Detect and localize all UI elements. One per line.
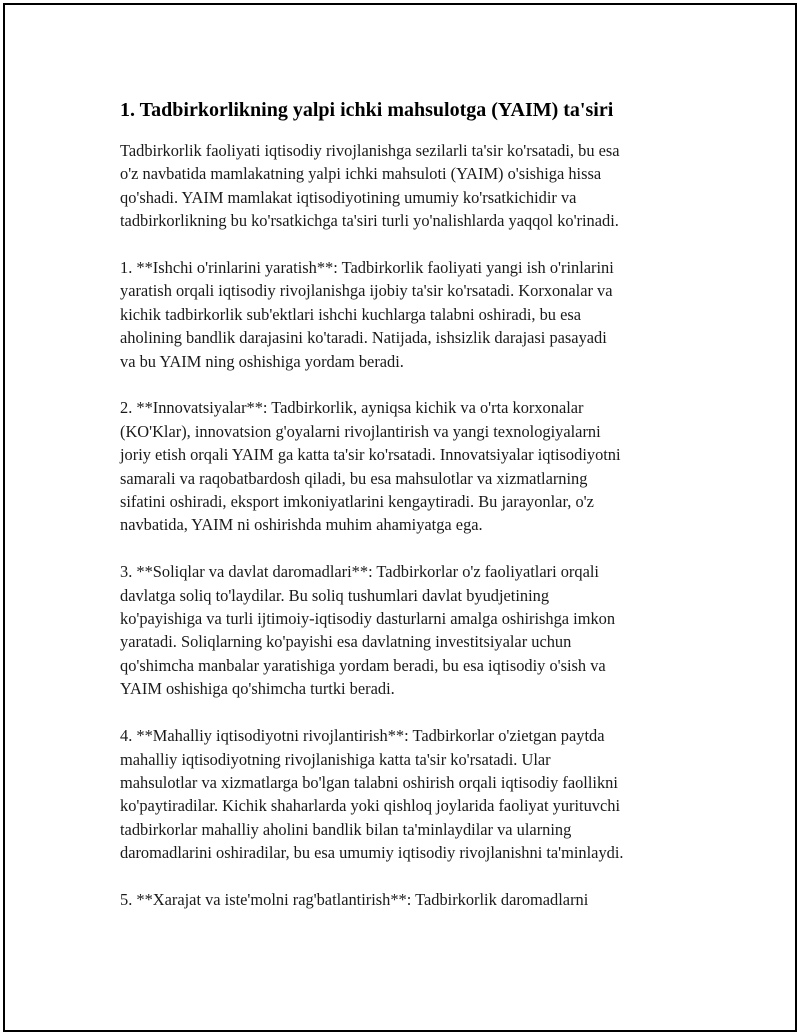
page-frame: [3, 3, 797, 1032]
intro-paragraph: Tadbirkorlik faoliyati iqtisodiy rivojlanishga sezilarli ta'sir ko'rsatadi, bu esa o'z navbatida mamlakatning yalpi ichki mahsuloti (YAIM) o'sishiga hissa qo'shadi. YAIM mamlakat iqtisodiyotining umumiy ko'rsatkichidir va tadbirkorlikning bu ko'rsatkichga ta'siri turli yo'nalishlarda yaqqol ko'rinadi.: [120, 141, 620, 231]
section-heading: 1. Tadbirkorlikning yalpi ichki mahsulotga (YAIM) ta'siri: [120, 99, 614, 121]
point-2-paragraph: 2. **Innovatsiyalar**: Tadbirkorlik, ayniqsa kichik va o'rta korxonalar (KO'Klar), innovatsion g'oyalarni rivojlantirish va yangi texnologiyalarni joriy etish orqali YAIM ga katta ta'sir ko'rsatadi. Innovatsiyalar iqtisodiyotni samarali va raqobatbardosh qiladi, bu esa mahsulotlar va xizmatlarning sifatini oshiradi, eksport imkoniyatlarini kengaytiradi. Bu jarayonlar, o'z navbatida, YAIM ni oshirishda muhim ahamiyatga ega.: [120, 398, 621, 535]
point-3-paragraph: 3. **Soliqlar va davlat daromadlari**: Tadbirkorlar o'z faoliyatlari orqali davlatga soliq to'laydilar. Bu soliq tushumlari davlat byudjetining ko'payishiga va turli ijtimoiy-iqtisodiy dasturlarni amalga oshirishga imkon yaratadi. Soliqlarning ko'payishi esa davlatning investitsiyalar uchun qo'shimcha manbalar yaratishiga yordam beradi, bu esa iqtisodiy o'sish va YAIM oshishiga qo'shimcha turtki beradi.: [120, 562, 616, 699]
point-5-paragraph: 5. **Xarajat va iste'molni rag'batlantirish**: Tadbirkorlik daromadlarni: [120, 889, 589, 909]
document-body: [120, 97, 700, 935]
point-4-paragraph: 4. **Mahalliy iqtisodiyotni rivojlantirish**: Tadbirkorlar o'zietgan paytda mahalliy iqtisodiyotning rivojlanishiga katta ta'sir ko'rsatadi. Ular mahsulotlar va xizmatlarga bo'lgan talabni oshirish orqali iqtisodiy faollikni ko'paytiradilar. Kichik shaharlarda yoki qishloq joylarida faoliyat yurituvchi tadbirkorlar mahalliy aholini bandlik bilan ta'minlaydilar va ularning daromadlarini oshiradilar, bu esa umumiy iqtisodiy rivojlanishni ta'minlaydi.: [120, 726, 624, 863]
point-1-paragraph: 1. **Ishchi o'rinlarini yaratish**: Tadbirkorlik faoliyati yangi ish o'rinlarini yaratish orqali iqtisodiy rivojlanishga ijobiy ta'sir ko'rsatadi. Korxonalar va kichik tadbirkorlik sub'ektlari ishchi kuchlarga talabni oshiradi, bu esa aholining bandlik darajasini ko'taradi. Natijada, ishsizlik darajasi pasayadi va bu YAIM ning oshishiga yordam beradi.: [120, 258, 614, 371]
